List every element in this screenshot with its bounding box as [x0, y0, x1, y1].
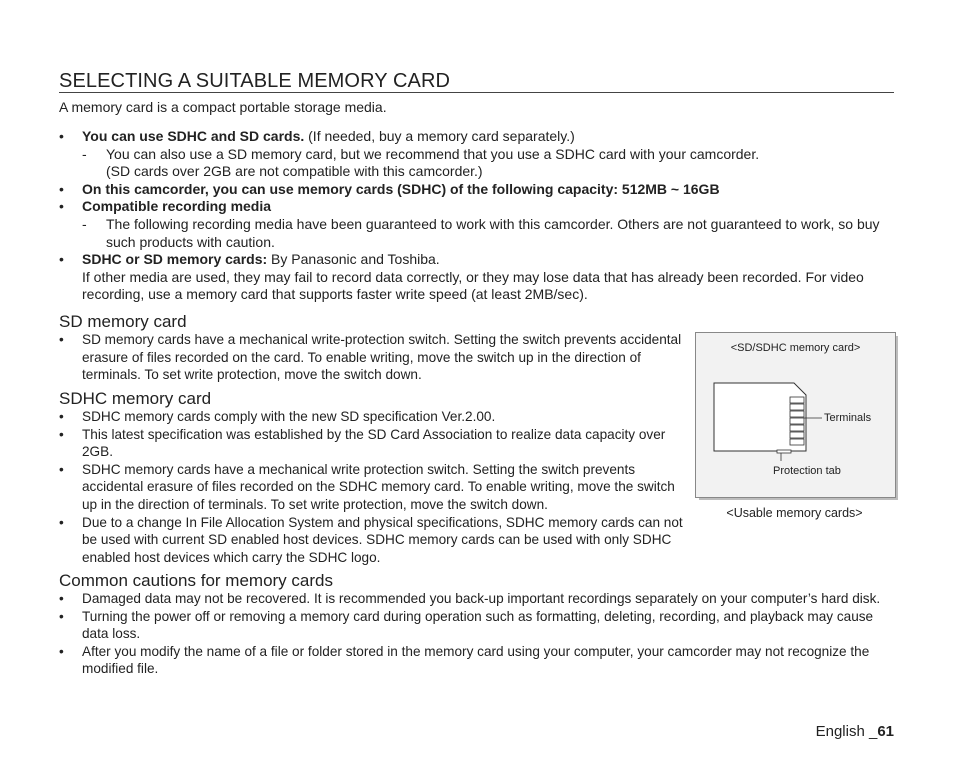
bullet-text: The following recording media have been guaranteed to work with this camcorder. Others are not guaranteed to work, so buy such products with caution. [106, 215, 880, 250]
bullet-icon: • [59, 332, 64, 347]
bullet-text: Turning the power off or removing a memory card during operation such as formatting, deleting, recording, and playback may cause data loss. [82, 608, 874, 642]
section-heading: SD memory card [59, 312, 187, 331]
list-item [59, 608, 899, 643]
figure-label-top: <SD/SDHC memory card> [730, 342, 861, 354]
dash-icon: - [82, 145, 87, 162]
page-footer [816, 723, 894, 740]
caution-list [59, 590, 899, 678]
list-item [59, 461, 684, 514]
sdhc-list [59, 408, 684, 566]
list-item [59, 643, 899, 678]
footer-language: English _ [815, 723, 878, 740]
bullet-icon: • [59, 591, 64, 606]
bullet-icon: • [59, 608, 64, 624]
bullet-text: After you modify the name of a file or folder stored in the memory card using your computer, your camcorder may not recognize the modified file. [82, 643, 870, 677]
bullet-text: This latest specification was established by the SD Card Association to realize data capacity over 2GB. [82, 426, 666, 460]
bullet-icon: • [59, 514, 64, 530]
figure-caption-usable: <Usable memory cards> [726, 506, 863, 520]
bullet-text: By Panasonic and Toshiba. [267, 251, 440, 268]
bullet-text: (SD cards over 2GB are not compatible with this camcorder.) [106, 163, 483, 180]
bullet-icon: • [59, 128, 64, 144]
list-item [59, 128, 899, 146]
list-item [59, 216, 899, 251]
bullet-text: SD memory cards have a mechanical write-protection switch. Setting the switch prevents accidental erasure of files recorded on the card. To enable writing, move the switch up in the direction of terminals. To set write protection, move the switch down. [82, 332, 682, 383]
bullet-icon: • [59, 409, 64, 424]
list-item [59, 198, 899, 216]
main-bullet-list [59, 128, 899, 304]
bullet-icon: • [59, 198, 64, 215]
bullet-text: (If needed, buy a memory card separately.) [304, 128, 575, 144]
sd-memory-card-section [59, 312, 684, 384]
sd-list [59, 331, 684, 384]
bullet-text: SDHC memory cards comply with the new SD specification Ver.2.00. [82, 409, 496, 424]
list-item [59, 146, 899, 181]
bullet-bold-text: You can use SDHC and SD cards. [82, 128, 305, 144]
bullet-text: You can also use a SD memory card, but we recommend that you use a SDHC card with your camcorder. [106, 145, 760, 162]
bullet-text: SDHC memory cards have a mechanical write protection switch. Setting the switch prevents accidental erasure of files recorded on the SDHC memory card. To enable writing, move the switch up in the direction of terminals. To set write protection, move the switch down. [82, 461, 675, 512]
list-item [59, 590, 899, 608]
common-cautions-section [59, 571, 899, 678]
page-number: 61 [877, 723, 894, 740]
bullet-text: Damaged data may not be recovered. It is recommended you back-up important recordings separately on your computer’s hard disk. [82, 591, 881, 606]
list-item [59, 181, 899, 199]
bullet-icon: • [59, 643, 64, 659]
list-item [59, 331, 684, 384]
bullet-icon: • [59, 180, 64, 197]
intro-text: A memory card is a compact portable storage media. [59, 99, 387, 115]
bullet-continuation: If other media are used, they may fail to record data correctly, or they may lose data that has already been recorded. For video recording, use a memory card that supports faster write speed (at least 2MB/sec). [82, 268, 864, 303]
sdhc-memory-card-section [59, 389, 684, 566]
protection-tab-icon [777, 450, 791, 453]
list-item [59, 408, 684, 426]
bullet-bold-text: Compatible recording media [82, 198, 272, 215]
bullet-icon: • [59, 251, 64, 268]
dash-icon: - [82, 215, 87, 232]
section-heading: SDHC memory card [59, 389, 212, 408]
section-heading: Common cautions for memory cards [59, 571, 333, 590]
figure-label-protection: Protection tab [773, 465, 841, 477]
bullet-bold-text: On this camcorder, you can use memory cards (SDHC) of the following capacity: 512MB ~ 16GB [82, 180, 720, 197]
figure-label-terminals: Terminals [824, 412, 872, 424]
bullet-icon: • [59, 461, 64, 477]
memory-card-figure [695, 332, 896, 498]
bullet-bold-text: SDHC or SD memory cards: [82, 251, 268, 268]
bullet-icon: • [59, 426, 64, 442]
list-item [59, 514, 684, 567]
page-title: SELECTING A SUITABLE MEMORY CARD [59, 70, 894, 93]
list-item [59, 251, 899, 269]
list-item [59, 426, 684, 461]
bullet-text: Due to a change In File Allocation System and physical specifications, SDHC memory cards can not be used with current SD enabled host devices. SDHC memory cards can be used with only SDHC enabled host devices which carry the SDHC logo. [82, 514, 683, 565]
